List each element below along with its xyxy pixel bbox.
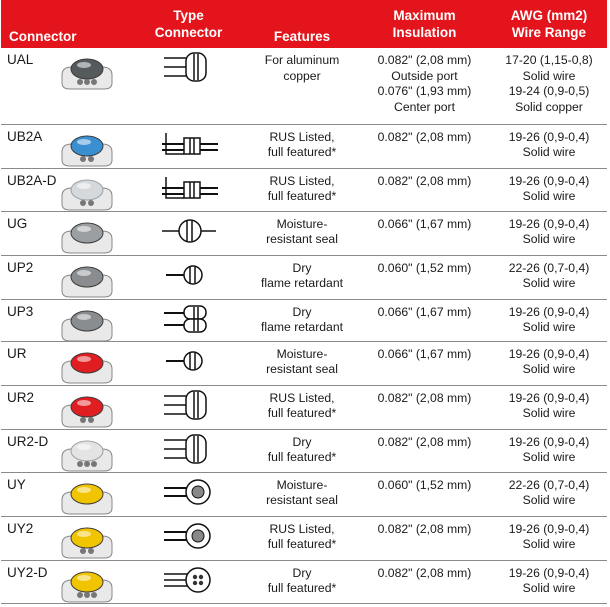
header-awg-range: AWG (mm2) Wire Range bbox=[491, 0, 607, 48]
features-cell bbox=[246, 560, 358, 603]
awg-cell-line: Solid wire bbox=[491, 320, 607, 336]
features-cell-line: Moisture- bbox=[246, 347, 358, 363]
insulation-cell-line: Outside port bbox=[358, 69, 491, 85]
table-row bbox=[1, 168, 607, 211]
insulation-cell bbox=[358, 211, 491, 255]
awg-cell bbox=[491, 255, 607, 299]
features-cell-line: flame retardant bbox=[246, 276, 358, 292]
insulation-cell bbox=[358, 299, 491, 341]
type-connector-diagram-icon bbox=[131, 429, 246, 472]
features-cell-line: resistant seal bbox=[246, 232, 358, 248]
header-connector: Connector bbox=[1, 0, 131, 48]
insulation-cell-line: 0.076" (1,93 mm) bbox=[358, 84, 491, 100]
awg-cell-line: Solid wire bbox=[491, 276, 607, 292]
insulation-cell-line: 0.082" (2,08 mm) bbox=[358, 391, 491, 407]
awg-cell-line: 19-26 (0,9-0,4) bbox=[491, 347, 607, 363]
features-cell-line: RUS Listed, bbox=[246, 391, 358, 407]
connector-photo-icon bbox=[56, 219, 118, 259]
features-cell-line: full featured* bbox=[246, 581, 358, 597]
connector-spec-table bbox=[1, 0, 607, 604]
awg-cell bbox=[491, 385, 607, 429]
awg-cell-line: Solid wire bbox=[491, 189, 607, 205]
connector-name: UY2-D bbox=[7, 565, 48, 580]
awg-cell-line: 19-26 (0,9-0,4) bbox=[491, 217, 607, 233]
insulation-cell bbox=[358, 560, 491, 603]
connector-name: UAL bbox=[7, 52, 33, 67]
insulation-cell bbox=[358, 516, 491, 560]
features-cell bbox=[246, 385, 358, 429]
awg-cell bbox=[491, 48, 607, 124]
connector-name-cell bbox=[1, 429, 131, 472]
features-cell bbox=[246, 472, 358, 516]
features-cell-line: RUS Listed, bbox=[246, 130, 358, 146]
type-connector-diagram-icon bbox=[131, 385, 246, 429]
features-cell bbox=[246, 211, 358, 255]
features-cell bbox=[246, 124, 358, 168]
features-cell-line: full featured* bbox=[246, 537, 358, 553]
awg-cell bbox=[491, 211, 607, 255]
header-max-insulation: Maximum Insulation bbox=[358, 0, 491, 48]
features-cell-line: Dry bbox=[246, 566, 358, 582]
type-connector-diagram-icon bbox=[131, 341, 246, 385]
type-connector-diagram-icon bbox=[131, 48, 246, 124]
connector-name: UR2 bbox=[7, 390, 34, 405]
awg-cell-line: Solid wire bbox=[491, 406, 607, 422]
type-connector-diagram-icon bbox=[131, 255, 246, 299]
connector-name: UP3 bbox=[7, 304, 33, 319]
connector-name-cell bbox=[1, 560, 131, 603]
insulation-cell-line: 0.066" (1,67 mm) bbox=[358, 305, 491, 321]
features-cell bbox=[246, 516, 358, 560]
table-row bbox=[1, 211, 607, 255]
connector-name-cell bbox=[1, 341, 131, 385]
table-row bbox=[1, 341, 607, 385]
awg-cell-line: 17-20 (1,15-0,8) bbox=[491, 53, 607, 69]
connector-name: UR2-D bbox=[7, 434, 48, 449]
insulation-cell-line: 0.082" (2,08 mm) bbox=[358, 566, 491, 582]
insulation-cell bbox=[358, 48, 491, 124]
type-connector-diagram-icon bbox=[131, 299, 246, 341]
insulation-cell bbox=[358, 341, 491, 385]
connector-name: UB2A-D bbox=[7, 173, 57, 188]
connector-name: UP2 bbox=[7, 260, 33, 275]
type-connector-diagram-icon bbox=[131, 472, 246, 516]
awg-cell bbox=[491, 168, 607, 211]
awg-cell-line: Solid wire bbox=[491, 362, 607, 378]
table-row bbox=[1, 124, 607, 168]
connector-name: UY2 bbox=[7, 521, 33, 536]
insulation-cell-line: 0.082" (2,08 mm) bbox=[358, 435, 491, 451]
awg-cell bbox=[491, 124, 607, 168]
awg-cell-line: 22-26 (0,7-0,4) bbox=[491, 478, 607, 494]
features-cell bbox=[246, 429, 358, 472]
insulation-cell-line: 0.066" (1,67 mm) bbox=[358, 347, 491, 363]
connector-photo-icon bbox=[56, 524, 118, 564]
features-cell-line: Moisture- bbox=[246, 478, 358, 494]
awg-cell-line: Solid wire bbox=[491, 581, 607, 597]
insulation-cell-line: 0.060" (1,52 mm) bbox=[358, 261, 491, 277]
awg-cell-line: 19-26 (0,9-0,4) bbox=[491, 391, 607, 407]
connector-name: UY bbox=[7, 477, 26, 492]
features-cell-line: RUS Listed, bbox=[246, 174, 358, 190]
insulation-cell bbox=[358, 255, 491, 299]
table-row bbox=[1, 385, 607, 429]
features-cell bbox=[246, 341, 358, 385]
header-type-connector: Type Connector bbox=[131, 0, 246, 48]
insulation-cell-line: 0.082" (2,08 mm) bbox=[358, 174, 491, 190]
insulation-cell-line: 0.082" (2,08 mm) bbox=[358, 522, 491, 538]
table-row bbox=[1, 472, 607, 516]
awg-cell-line: 19-26 (0,9-0,4) bbox=[491, 566, 607, 582]
awg-cell-line: Solid wire bbox=[491, 493, 607, 509]
connector-name-cell bbox=[1, 255, 131, 299]
features-cell-line: Dry bbox=[246, 305, 358, 321]
insulation-cell-line: 0.060" (1,52 mm) bbox=[358, 478, 491, 494]
connector-name-cell bbox=[1, 299, 131, 341]
connector-photo-icon bbox=[56, 480, 118, 520]
awg-cell-line: 19-26 (0,9-0,4) bbox=[491, 435, 607, 451]
features-cell-line: RUS Listed, bbox=[246, 522, 358, 538]
table-row bbox=[1, 516, 607, 560]
awg-cell-line: Solid wire bbox=[491, 145, 607, 161]
awg-cell-line: Solid wire bbox=[491, 69, 607, 85]
awg-cell-line: Solid wire bbox=[491, 450, 607, 466]
table-row bbox=[1, 560, 607, 603]
awg-cell-line: 19-26 (0,9-0,4) bbox=[491, 305, 607, 321]
awg-cell bbox=[491, 299, 607, 341]
connector-name-cell bbox=[1, 516, 131, 560]
connector-name: UR bbox=[7, 346, 27, 361]
connector-photo-icon bbox=[56, 132, 118, 172]
features-cell-line: resistant seal bbox=[246, 362, 358, 378]
connector-photo-icon bbox=[56, 349, 118, 389]
insulation-cell bbox=[358, 168, 491, 211]
connector-photo-icon bbox=[56, 437, 118, 477]
connector-name-cell bbox=[1, 472, 131, 516]
table-row bbox=[1, 255, 607, 299]
insulation-cell-line: 0.066" (1,67 mm) bbox=[358, 217, 491, 233]
table-row bbox=[1, 429, 607, 472]
insulation-cell-line: 0.082" (2,08 mm) bbox=[358, 53, 491, 69]
features-cell bbox=[246, 48, 358, 124]
connector-photo-icon bbox=[56, 393, 118, 433]
connector-photo-icon bbox=[56, 307, 118, 347]
connector-name: UG bbox=[7, 216, 27, 231]
connector-name: UB2A bbox=[7, 129, 42, 144]
features-cell-line: Moisture- bbox=[246, 217, 358, 233]
type-connector-diagram-icon bbox=[131, 124, 246, 168]
awg-cell-line: 22-26 (0,7-0,4) bbox=[491, 261, 607, 277]
connector-name-cell bbox=[1, 124, 131, 168]
awg-cell-line: 19-26 (0,9-0,4) bbox=[491, 174, 607, 190]
insulation-cell bbox=[358, 472, 491, 516]
features-cell-line: full featured* bbox=[246, 189, 358, 205]
awg-cell-line: 19-26 (0,9-0,4) bbox=[491, 522, 607, 538]
awg-cell bbox=[491, 472, 607, 516]
header-features: Features bbox=[246, 0, 358, 48]
features-cell-line: full featured* bbox=[246, 450, 358, 466]
awg-cell-line: Solid wire bbox=[491, 537, 607, 553]
connector-photo-icon bbox=[56, 176, 118, 216]
features-cell bbox=[246, 299, 358, 341]
features-cell-line: resistant seal bbox=[246, 493, 358, 509]
connector-photo-icon bbox=[56, 55, 118, 95]
features-cell-line: full featured* bbox=[246, 406, 358, 422]
connector-name-cell bbox=[1, 168, 131, 211]
table-row bbox=[1, 48, 607, 124]
awg-cell bbox=[491, 341, 607, 385]
insulation-cell-line: 0.082" (2,08 mm) bbox=[358, 130, 491, 146]
features-cell-line: full featured* bbox=[246, 145, 358, 161]
awg-cell bbox=[491, 560, 607, 603]
features-cell-line: For aluminum bbox=[246, 53, 358, 69]
type-connector-diagram-icon bbox=[131, 168, 246, 211]
insulation-cell bbox=[358, 124, 491, 168]
awg-cell-line: Solid copper bbox=[491, 100, 607, 116]
table-row bbox=[1, 299, 607, 341]
awg-cell-line: 19-26 (0,9-0,4) bbox=[491, 130, 607, 146]
awg-cell bbox=[491, 516, 607, 560]
connector-photo-icon bbox=[56, 263, 118, 303]
connector-name-cell bbox=[1, 211, 131, 255]
features-cell-line: copper bbox=[246, 69, 358, 85]
awg-cell bbox=[491, 429, 607, 472]
type-connector-diagram-icon bbox=[131, 516, 246, 560]
insulation-cell bbox=[358, 429, 491, 472]
connector-photo-icon bbox=[56, 568, 118, 607]
features-cell-line: flame retardant bbox=[246, 320, 358, 336]
features-cell-line: Dry bbox=[246, 435, 358, 451]
connector-name-cell bbox=[1, 385, 131, 429]
features-cell bbox=[246, 255, 358, 299]
connector-name-cell bbox=[1, 48, 131, 124]
header-row bbox=[1, 0, 607, 48]
features-cell bbox=[246, 168, 358, 211]
insulation-cell bbox=[358, 385, 491, 429]
awg-cell-line: 19-24 (0,9-0,5) bbox=[491, 84, 607, 100]
type-connector-diagram-icon bbox=[131, 211, 246, 255]
features-cell-line: Dry bbox=[246, 261, 358, 277]
awg-cell-line: Solid wire bbox=[491, 232, 607, 248]
insulation-cell-line: Center port bbox=[358, 100, 491, 116]
type-connector-diagram-icon bbox=[131, 560, 246, 603]
